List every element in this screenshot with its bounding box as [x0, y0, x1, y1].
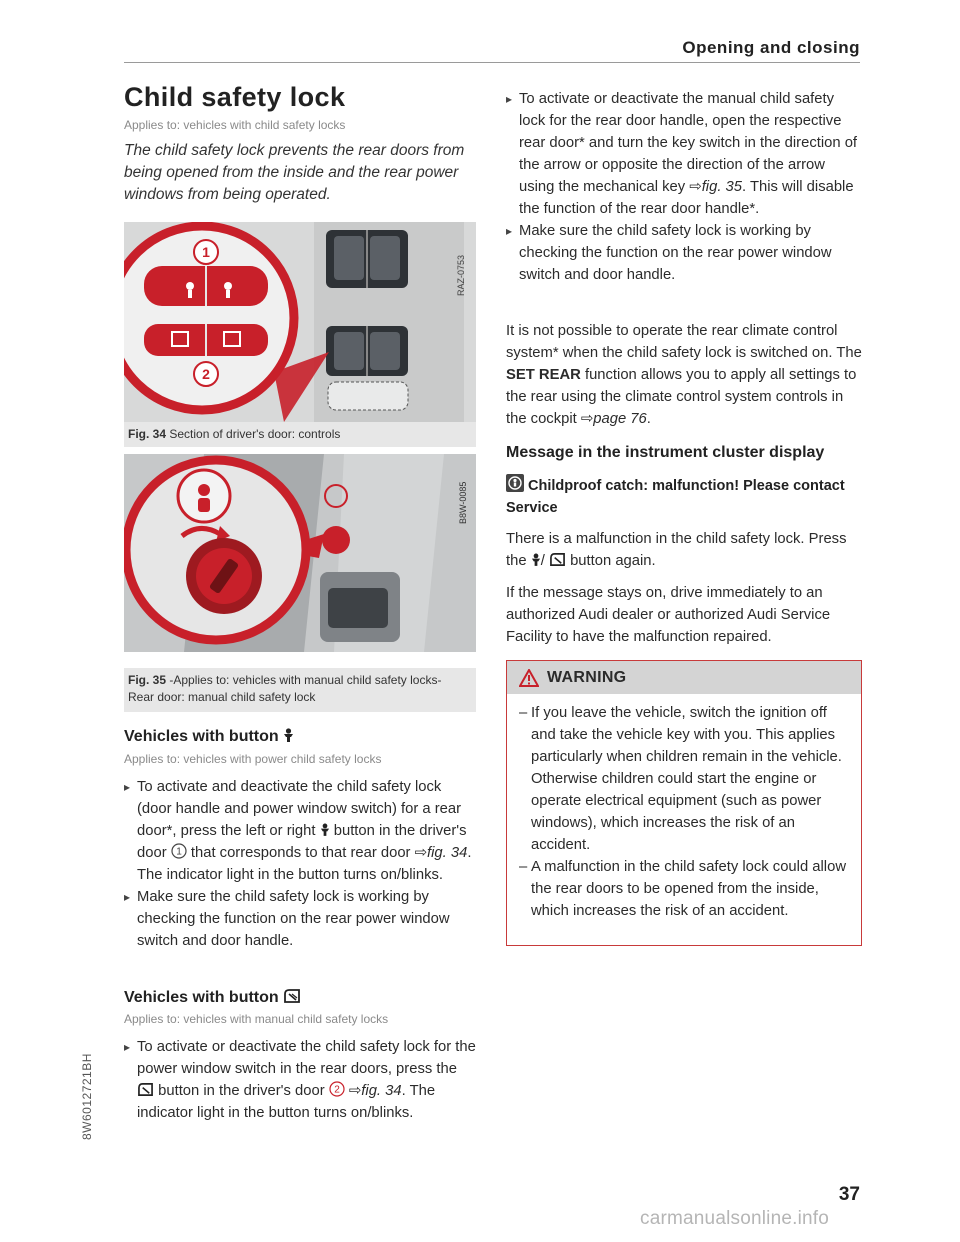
side-document-code: 8W6012721BH: [80, 1053, 94, 1140]
child-icon: [320, 823, 330, 837]
climate-text-b: function allows you to apply all settings to the rear using the climate control system controls in the cockpit: [506, 367, 857, 427]
window-step-1-text-a: To activate or deactivate the child safety lock for the power window switch in the rear doors, press the: [137, 1039, 476, 1077]
window-section-title: [124, 988, 301, 1007]
button-section-applies: Applies to: vehicles with power child safety locks: [124, 752, 382, 766]
window-step-1: [124, 1036, 478, 1124]
fig34-callout-2: 2: [202, 366, 210, 382]
fig35-caption: [124, 668, 476, 712]
fig34-ref-link[interactable]: fig. 34: [427, 845, 468, 861]
climate-text-c: .: [646, 411, 651, 427]
button-section-steps: [124, 776, 476, 952]
child-lock-warning-icon: [506, 474, 524, 492]
message-p1-text-b: button again.: [570, 553, 656, 569]
door-controls-illustration: [124, 222, 476, 422]
section-applies: Applies to: vehicles with child safety locks: [124, 118, 346, 132]
callout-1-icon: [171, 843, 187, 859]
message-paragraph-1: There is a malfunction in the child safety lock. Press the / button again.: [506, 531, 847, 569]
window-lock-icon: [137, 1082, 154, 1097]
message-paragraph-2: If the message stays on, drive immediately to an authorized Audi dealer or authorized Audi Service Facility to have the malfunction repaired.: [506, 585, 831, 645]
callout-2-icon: [329, 1081, 345, 1097]
arrow-ref-icon: ⇨: [414, 845, 428, 861]
warning-item-1: – If you leave the vehicle, switch the ignition off and take the vehicle key with you. This applies particularly when children remain in the vehicle. Otherwise children could start the engine or operate electrical equipment (such as power windows), which increases the risk of an accident.: [519, 702, 849, 856]
message-heading-text: Childproof catch: malfunction! Please contact Service: [506, 478, 845, 516]
header-rule: [124, 62, 860, 63]
message-p1-text-a: There is a malfunction in the child safety lock. Press the: [506, 531, 847, 569]
fig35-text2: Rear door: manual child safety lock: [128, 690, 316, 704]
manual-step-2: ▸ Make sure the child safety lock is working by checking the function on the rear power window switch and door handle.: [506, 220, 862, 286]
message-heading: [506, 474, 856, 519]
fig35-image: [124, 454, 476, 652]
manual-step-1-text-b: . This will disable the function of the rear door handle*.: [519, 179, 854, 217]
window-lock-icon: [549, 552, 566, 567]
button-section-title-text: Vehicles with button: [124, 728, 279, 745]
fig34-caption: [124, 422, 476, 447]
page-number: 37: [838, 1184, 860, 1205]
set-rear-label: SET REAR: [506, 367, 581, 383]
climate-paragraph: [506, 320, 862, 430]
message-section-title: Message in the instrument cluster display: [506, 444, 825, 461]
warning-title: WARNING: [547, 668, 627, 686]
fig35-label: Fig. 35: [128, 673, 167, 687]
window-section-applies: Applies to: vehicles with manual child safety locks: [124, 1012, 389, 1026]
window-step-1-text-b: button in the driver's door: [158, 1083, 325, 1099]
fig35-text: -Applies to: vehicles with manual child safety locks-: [169, 673, 442, 687]
button-step-1: [124, 776, 476, 886]
warning-list: [507, 694, 861, 922]
button-step-1-text-d: . The indicator light in the button turns on/blinks.: [137, 845, 472, 883]
arrow-ref-icon: ⇨: [580, 411, 594, 427]
window-section-title-text: Vehicles with button: [124, 989, 279, 1006]
warning-box: [506, 660, 862, 946]
svg-text:1: 1: [175, 846, 182, 858]
manual-section-steps: [506, 88, 862, 286]
button-step-2: ▸ Make sure the child safety lock is working by checking the function on the rear power window switch and door handle.: [124, 886, 476, 952]
fig35-ref-link[interactable]: fig. 35: [701, 179, 742, 195]
fig34-ref-link[interactable]: fig. 34: [361, 1083, 402, 1099]
fig34-label: Fig. 34: [128, 427, 167, 441]
watermark: carmanualsonline.info: [640, 1208, 830, 1229]
warning-item-2: – A malfunction in the child safety lock could allow the rear doors to be opened from the inside, which increases the risk of an accident.: [519, 856, 849, 922]
button-step-1-text-c: that corresponds to that rear door: [190, 845, 411, 861]
manual-step-1-text-a: To activate or deactivate the manual child safety lock for the rear door handle, open the respective rear door* and turn the key switch in the direction of the arrow or opposite the direction of the arrow using the mechanical key: [519, 91, 858, 195]
child-icon: [531, 553, 541, 567]
section-title: Child safety lock: [124, 82, 346, 112]
window-section-steps: [124, 1036, 478, 1124]
fig34-code: RAZ-0753: [456, 254, 466, 296]
rear-door-lock-illustration: [124, 454, 476, 652]
window-lock-icon: [283, 988, 301, 1004]
fig34-text: Section of driver's door: controls: [169, 427, 341, 441]
climate-text-a: It is not possible to operate the rear climate control system* when the child safety lock is switched on. The: [506, 323, 862, 361]
button-step-1-text-a: To activate and deactivate the child safety lock (door handle and power window switch) for a rear door*, press the left or right: [137, 779, 462, 839]
svg-text:2: 2: [333, 1084, 340, 1096]
arrow-ref-icon: ⇨: [689, 179, 702, 195]
warning-triangle-icon: [519, 669, 539, 687]
fig34-image: [124, 222, 476, 422]
window-step-1-text-c: . The indicator light in the button turns on/blinks.: [137, 1083, 436, 1121]
child-icon: [283, 728, 294, 743]
button-step-1-text-b: button in the driver's door: [137, 823, 467, 861]
fig34-callout-1: 1: [202, 244, 210, 260]
manual-step-1: [506, 88, 862, 220]
section-intro: The child safety lock prevents the rear doors from being opened from the inside and the rear power windows from being operated.: [124, 142, 465, 203]
running-header: Opening and closing: [682, 38, 860, 57]
arrow-ref-icon: ⇨: [348, 1083, 362, 1099]
fig35-code: B8W-0085: [458, 481, 468, 524]
page76-ref-link[interactable]: page 76: [593, 411, 647, 427]
button-section-title: [124, 728, 294, 746]
warning-header: [507, 661, 861, 694]
